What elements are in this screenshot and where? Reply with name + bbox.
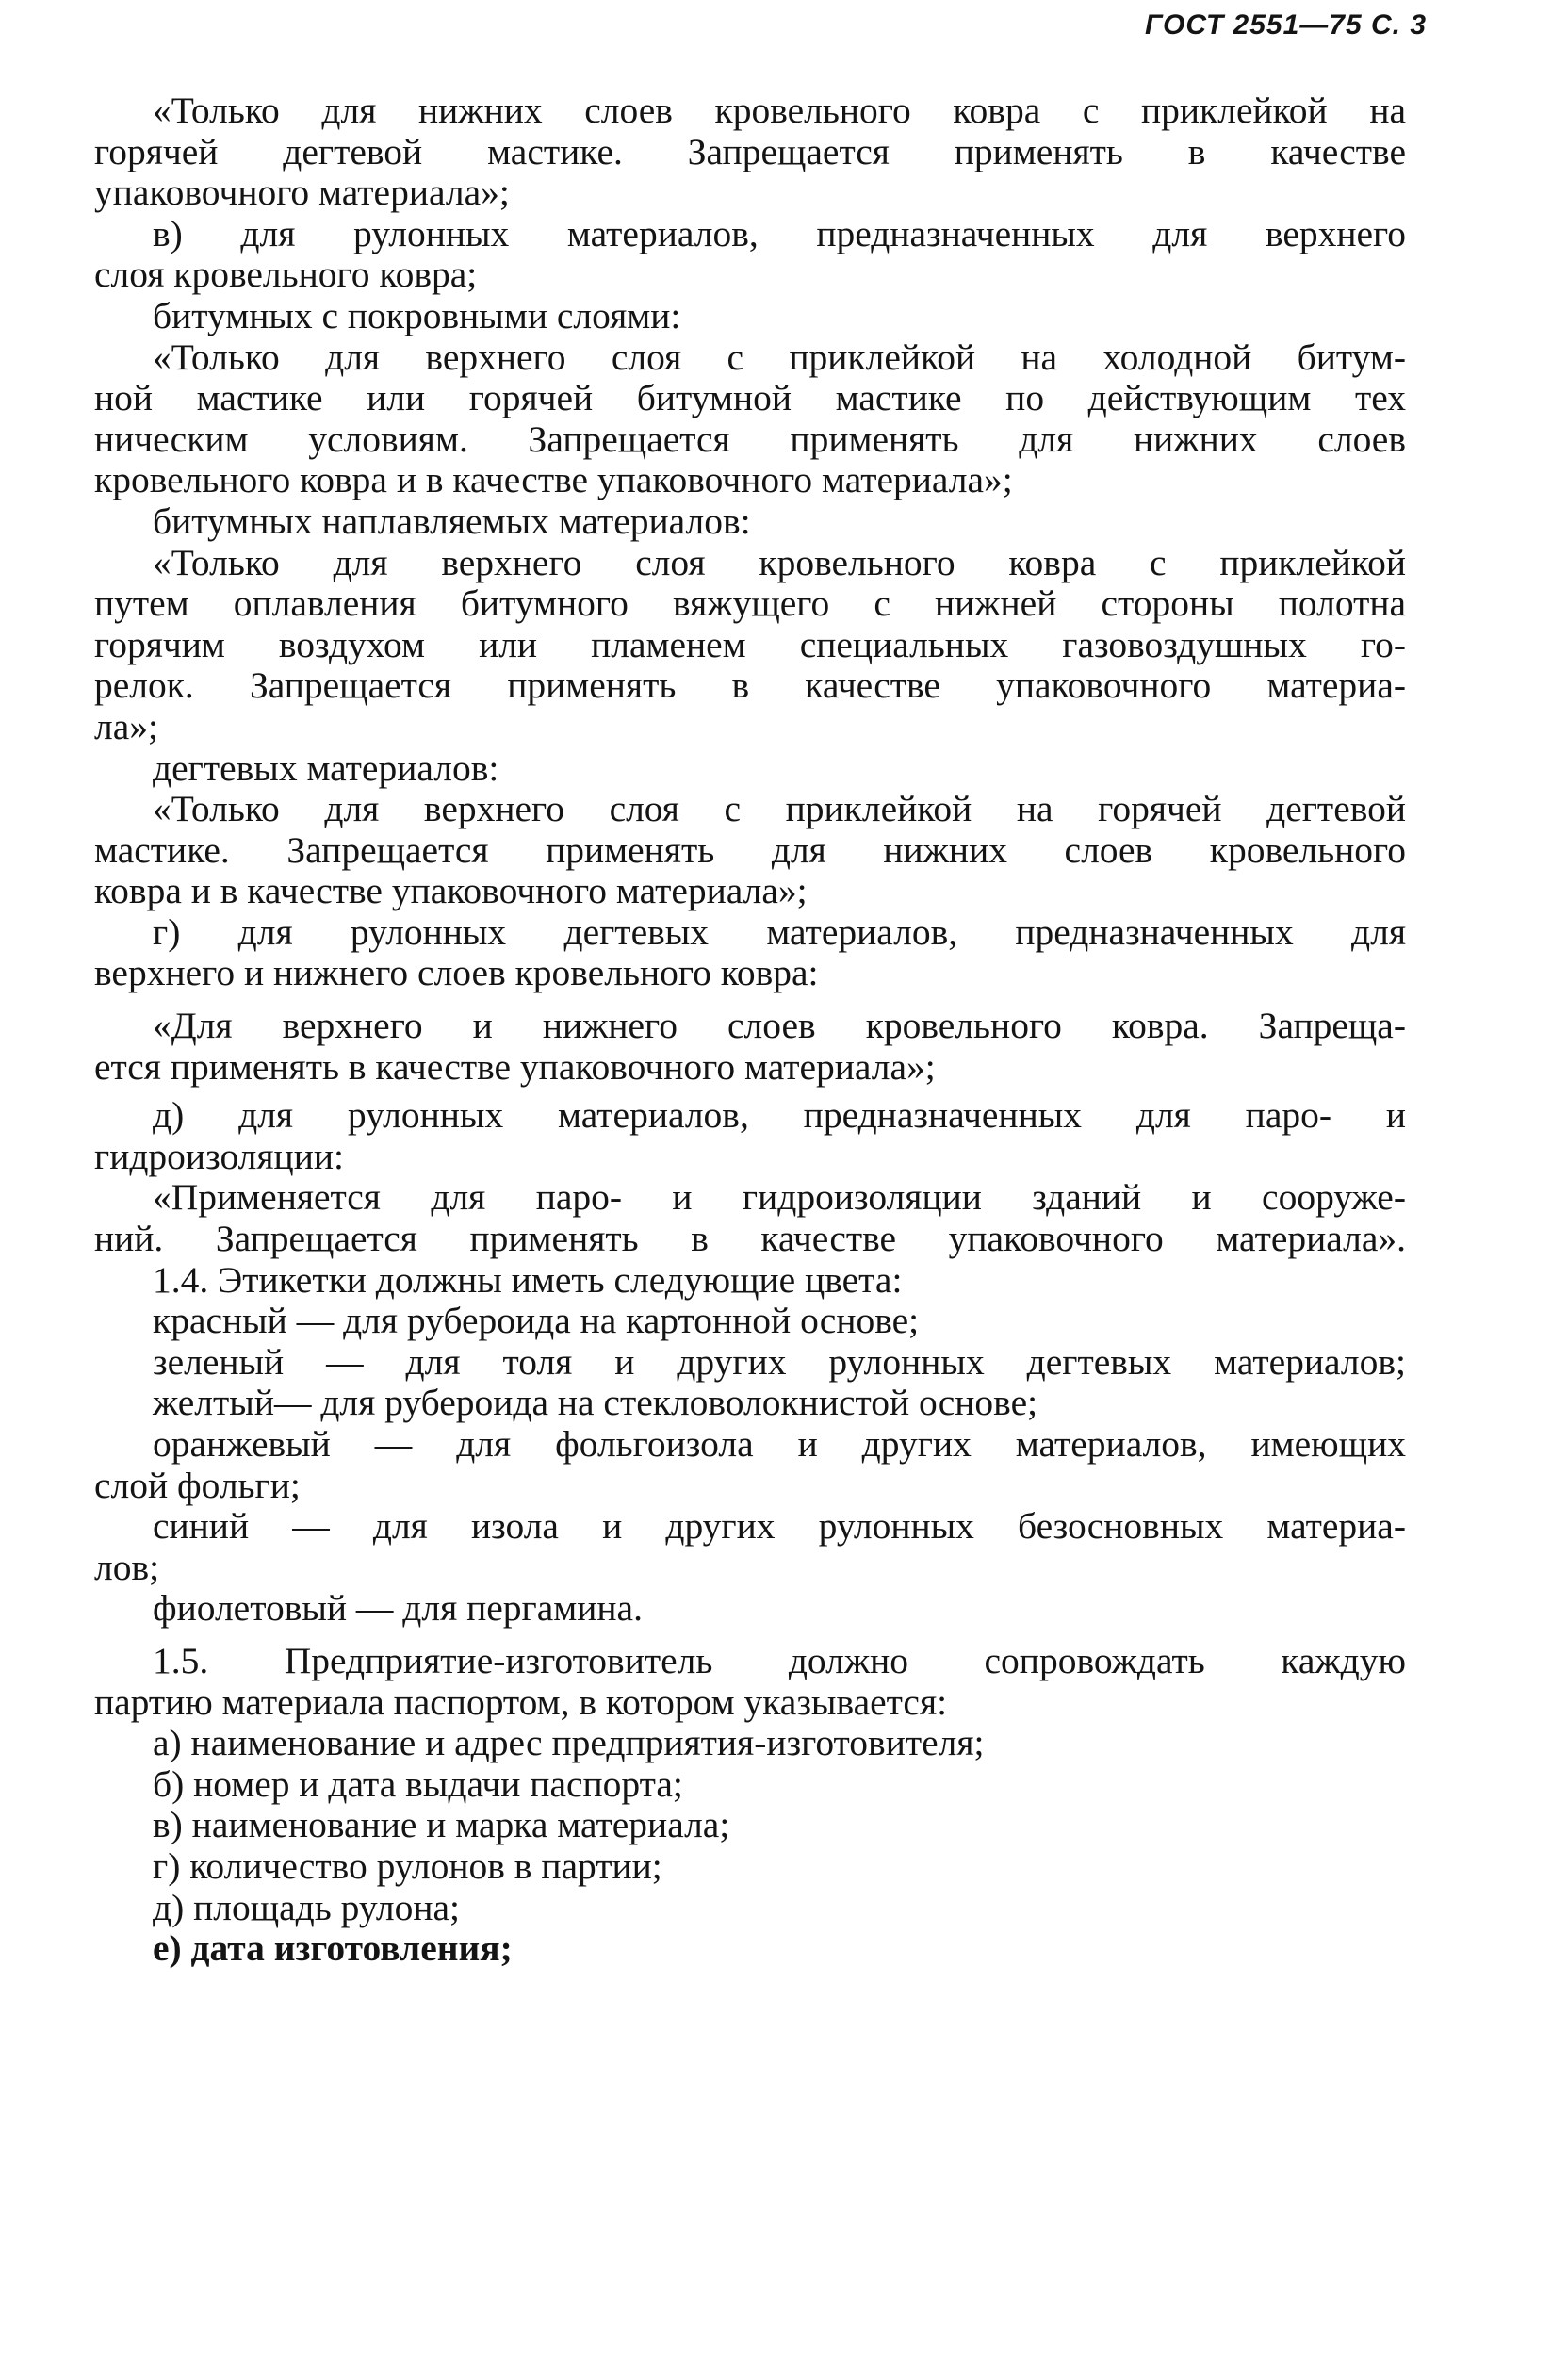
text-line: оранжевый — для фольгоизола и других материалов, имеющих (153, 1424, 1406, 1465)
text-line: «Применяется для паро- и гидроизоляции зданий и сооруже- (153, 1177, 1406, 1219)
text-line: релок. Запрещается применять в качестве упаковочного материа- (94, 665, 1406, 707)
text-line: упаковочного материала»; (94, 172, 510, 214)
text-line: гидроизоляции: (94, 1136, 344, 1177)
text-line: «Только для верхнего слоя кровельного ковра с приклейкой (153, 542, 1406, 583)
text-line: партию материала паспортом, в котором указывается: (94, 1681, 948, 1723)
text-line: горячим воздухом или пламенем специальных газовоздушных го- (94, 624, 1406, 665)
text-line: «Для верхнего и нижнего слоев кровельного ковра. Запреща- (153, 1006, 1406, 1047)
list-item: а) наименование и адрес предприятия-изготовителя; (153, 1723, 985, 1764)
page-header-doc-ref: ГОСТ 2551—75 С. 3 (1145, 9, 1427, 41)
text-line: «Только для верхнего слоя с приклейкой на холодной битум- (153, 336, 1406, 378)
text-line: в) для рулонных материалов, предназначенных для верхнего (153, 213, 1406, 254)
text-line: 1.5. Предприятие-изготовитель должно сопровождать каждую (153, 1640, 1406, 1681)
list-item: е) дата изготовления; (153, 1928, 513, 1970)
list-item: д) площадь рулона; (153, 1887, 461, 1928)
text-line: слоя кровельного ковра; (94, 254, 478, 296)
text-line: ковра и в качестве упаковочного материала»; (94, 871, 808, 912)
list-item: г) количество рулонов в партии; (153, 1845, 662, 1887)
text-line: верхнего и нижнего слоев кровельного ковра: (94, 953, 819, 994)
text-line: ла»; (94, 706, 158, 747)
text-line: ной мастике или горячей битумной мастике по действующим тех (94, 378, 1406, 419)
text-line: «Только для нижних слоев кровельного ковра с приклейкой на (153, 90, 1406, 131)
text-line: слой фольги; (94, 1465, 301, 1506)
text-line: кровельного ковра и в качестве упаковочного материала»; (94, 460, 1013, 501)
list-item: в) наименование и марка материала; (153, 1805, 730, 1846)
text-line: ний. Запрещается применять в качестве упаковочного материала». (94, 1219, 1406, 1260)
text-line: г) для рулонных дегтевых материалов, предназначенных для (153, 911, 1406, 953)
text-line: красный — для рубероида на картонной основе; (153, 1301, 920, 1342)
text-line: зеленый — для толя и других рулонных дегтевых материалов; (153, 1341, 1406, 1383)
text-line: дегтевых материалов: (153, 747, 499, 789)
list-item: б) номер и дата выдачи паспорта; (153, 1763, 683, 1805)
text-line: синий — для изола и других рулонных безосновных материа- (153, 1506, 1406, 1548)
text-line: битумных с покровными слоями: (153, 295, 681, 336)
text-line: горячей дегтевой мастике. Запрещается применять в качестве (94, 131, 1406, 172)
text-line: желтый— для рубероида на стекловолокнистой основе; (153, 1383, 1038, 1424)
document-body (94, 90, 1406, 1970)
text-line: 1.4. Этикетки должны иметь следующие цвета: (153, 1259, 903, 1301)
text-line: «Только для верхнего слоя с приклейкой на горячей дегтевой (153, 789, 1406, 830)
text-line: лов; (94, 1547, 160, 1588)
text-line: д) для рулонных материалов, предназначенных для паро- и (153, 1095, 1406, 1137)
text-line: мастике. Запрещается применять для нижних слоев кровельного (94, 829, 1406, 871)
text-line: ется применять в качестве упаковочного материала»; (94, 1046, 936, 1088)
text-line: ническим условиям. Запрещается применять для нижних слоев (94, 418, 1406, 460)
text-line: битумных наплавляемых материалов: (153, 500, 751, 542)
text-line: путем оплавления битумного вяжущего с нижней стороны полотна (94, 583, 1406, 625)
text-line: фиолетовый — для пергамина. (153, 1588, 643, 1630)
